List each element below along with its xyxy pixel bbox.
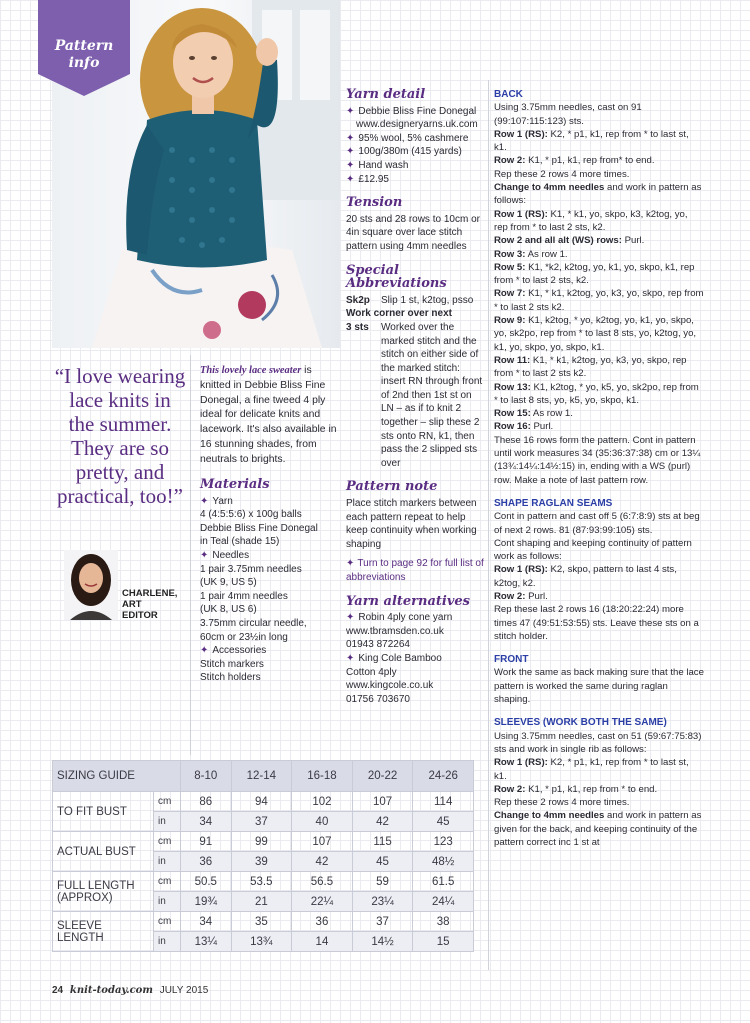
- materials-accessories-label: ✦ Accessories: [200, 644, 340, 658]
- size-header: 12-14: [231, 761, 292, 792]
- column-yarn-info: [346, 88, 484, 716]
- table-cell: 50.5: [181, 872, 232, 892]
- back-line: These 16 rows form the pattern. Cont in pattern until work measures 34 (35:36:37:38) cm or 13¼ (13¾:14¼:14½:15) in, ending with a WS (purl) row. Make a note of last pattern row.: [494, 434, 701, 486]
- row-key: Row 1 (RS):: [494, 564, 548, 576]
- table-cell: 36: [181, 852, 232, 872]
- row-text: K1, k2tog, * yo, k2tog, yo, k1, yo, skpo, yo, sk2po, rep from * to last 8 sts, yo, k2tog, yo, k1, yo, skpo, yo, skpo, k1.: [494, 315, 697, 353]
- raglan-line: Cont shaping and keeping continuity of pattern work as follows:: [494, 537, 692, 563]
- unit-cm: cm: [154, 912, 181, 932]
- row-text: K1, * p1, k1, rep from * to end.: [525, 783, 658, 795]
- table-cell: 23¼: [352, 892, 413, 912]
- intro-text: is knitted in Debbie Bliss Fine Donegal, a fine tweed 4 ply ideal for delicate knits and lacework. It's also available in 16 stunning shades, from neutrals to brights.: [200, 365, 337, 465]
- alt-yarn-phone: 01943 872264: [346, 639, 410, 651]
- size-header: 8-10: [181, 761, 232, 792]
- yarn-detail-item: ✦ Debbie Bliss Fine Donegal: [346, 105, 484, 119]
- yarn-detail-section: [346, 88, 484, 186]
- table-cell: 91: [181, 832, 232, 852]
- row-text: K1, * p1, k1, rep from* to end.: [525, 155, 655, 167]
- yarn-alternatives-section: [346, 595, 484, 707]
- materials-needles-2: 1 pair 4mm needles: [200, 590, 288, 602]
- row-label: SLEEVE LENGTH: [53, 912, 154, 952]
- table-cell: 13¼: [181, 932, 232, 952]
- sizing-title: SIZING GUIDE: [53, 761, 181, 792]
- row-key: Row 5:: [494, 261, 526, 273]
- alt-yarn-url: www.tbramsden.co.uk: [346, 625, 444, 637]
- badge-line-1: Pattern: [54, 38, 114, 54]
- table-cell: 115: [352, 832, 413, 852]
- table-cell: 14: [292, 932, 353, 952]
- back-line: Using 3.75mm needles, cast on 91 (99:107:115:123) sts.: [494, 102, 642, 127]
- materials-yarn-name: Debbie Bliss Fine Donegal: [200, 522, 318, 534]
- row-key: Row 3:: [494, 248, 526, 260]
- materials-needles-3b: 60cm or 23½in long: [200, 631, 288, 643]
- sizing-guide-table: [52, 760, 474, 952]
- alt-yarn-name: ✦ Robin 4ply cone yarn: [346, 611, 484, 625]
- table-cell: 39: [231, 852, 292, 872]
- alt-yarn-name: ✦ King Cole Bamboo: [346, 652, 484, 666]
- raglan-line: Cont in pattern and cast off 5 (6:7:8:9) sts at beg of next 2 rows. 81 (87:93:99:105) sts.: [494, 511, 700, 536]
- column-instructions: [494, 88, 704, 849]
- unit-cm: cm: [154, 832, 181, 852]
- row-key: Row 7:: [494, 288, 526, 300]
- abbr-value: Worked over the marked stitch and the stitch on either side of the marked stitch: insert RN through front of 2nd then 1st st on LN – as if to knit 2 together – slip these 2 sts onto RN, k1, then pass the 2 slipped sts over: [381, 321, 483, 469]
- row-key: Row 15:: [494, 408, 531, 420]
- materials-needles-label: ✦ Needles: [200, 549, 340, 563]
- row-text: K2, * p1, k1, rep from * to last st, k1.: [494, 128, 689, 154]
- author-avatar: [64, 550, 118, 620]
- materials-accessory-1: Stitch markers: [200, 658, 264, 670]
- table-cell: 36: [292, 912, 353, 932]
- table-cell: 34: [181, 912, 232, 932]
- row-text: K1, k2tog, * yo, k5, yo, sk2po, rep from * to last 8 sts, yo, k5, yo, skpo, k1.: [494, 381, 699, 406]
- row-text: K2, * p1, k1, rep from * to last st, k1.: [494, 757, 689, 782]
- row-key: Change to 4mm needles: [494, 810, 605, 822]
- size-header: 20-22: [352, 761, 413, 792]
- table-cell: 13¾: [231, 932, 292, 952]
- table-cell: 86: [181, 792, 232, 812]
- materials-needles-1: 1 pair 3.75mm needles: [200, 563, 302, 575]
- table-cell: 38: [413, 912, 474, 932]
- row-key: Row 1 (RS):: [494, 208, 548, 220]
- quote-author: [122, 588, 177, 621]
- table-cell: 99: [231, 832, 292, 852]
- abbr-value: Slip 1 st, k2tog, psso: [381, 294, 474, 306]
- front-heading: FRONT: [494, 654, 529, 666]
- abbr-title: Work corner over next: [346, 308, 452, 320]
- materials-yarn-color: in Teal (shade 15): [200, 536, 280, 548]
- materials-needles-2b: (UK 8, US 6): [200, 604, 257, 616]
- row-text: As row 1.: [525, 248, 568, 260]
- table-cell: 45: [352, 852, 413, 872]
- row-text: As row 1.: [530, 408, 573, 420]
- table-row: [53, 872, 474, 892]
- materials-needles-3: 3.75mm circular needle,: [200, 617, 307, 629]
- back-line: Rep these 2 rows 4 more times.: [494, 168, 630, 180]
- pattern-note-heading: Pattern note: [346, 479, 438, 495]
- yarn-detail-item: ✦ Hand wash: [346, 159, 484, 173]
- table-cell: 35: [231, 912, 292, 932]
- column-divider: [190, 355, 191, 755]
- table-cell: 34: [181, 812, 232, 832]
- materials-heading: Materials: [200, 477, 270, 492]
- row-key: Row 9:: [494, 315, 526, 327]
- unit-cm: cm: [154, 872, 181, 892]
- table-cell: 19¾: [181, 892, 232, 912]
- pattern-note-section: [346, 480, 484, 584]
- table-cell: 56.5: [292, 872, 353, 892]
- special-abbreviations-heading: Special Abbreviations: [346, 262, 447, 292]
- alt-yarn-phone: 01756 703670: [346, 693, 410, 705]
- yarn-detail-item: ✦ £12.95: [346, 173, 484, 187]
- size-header: 24-26: [413, 761, 474, 792]
- abbreviations-link-text: Turn to page 92 for full list of abbreviations: [346, 558, 484, 583]
- alt-yarn-url: www.kingcole.co.uk: [346, 680, 434, 692]
- sleeves-heading: SLEEVES (WORK BOTH THE SAME): [494, 717, 667, 729]
- row-key: Row 1 (RS):: [494, 128, 548, 140]
- footer-brand[interactable]: knit-today.com: [69, 985, 153, 996]
- row-text: Purl.: [621, 235, 645, 247]
- table-cell: 94: [231, 792, 292, 812]
- abbr-key: Sk2p: [346, 294, 370, 306]
- row-key: Row 13:: [494, 381, 531, 393]
- intro-paragraph: [200, 364, 340, 468]
- unit-in: in: [154, 812, 181, 832]
- table-cell: 123: [413, 832, 474, 852]
- row-key: Row 11:: [494, 354, 531, 366]
- page-number: 24: [52, 985, 64, 996]
- pattern-note-text: Place stitch markers between each pattern repeat to help keep continuity when working shaping: [346, 498, 477, 550]
- unit-in: in: [154, 932, 181, 952]
- alt-yarn-name-2: Cotton 4ply: [346, 666, 397, 678]
- yarn-detail-url: www.designeryarns.uk.com: [356, 119, 478, 131]
- row-text: K1, *k2, k2tog, yo, k1, yo, skpo, k1, rep from * to last 2 sts, k2.: [494, 261, 695, 287]
- row-text: and work in pattern as follows:: [494, 182, 702, 207]
- yarn-detail-item: ✦ 100g/380m (415 yards): [346, 145, 484, 159]
- unit-in: in: [154, 892, 181, 912]
- table-cell: 40: [292, 812, 353, 832]
- pattern-info-badge: [38, 0, 130, 96]
- yarn-detail-item: ✦ 95% wool, 5% cashmere: [346, 132, 484, 146]
- table-cell: 102: [292, 792, 353, 812]
- row-key: Row 2:: [494, 590, 526, 602]
- author-name: CHARLENE,: [122, 588, 178, 599]
- table-cell: 21: [231, 892, 292, 912]
- tension-heading: Tension: [346, 195, 403, 211]
- table-cell: 107: [352, 792, 413, 812]
- materials-needles-1b: (UK 9, US 5): [200, 577, 257, 589]
- table-cell: 14½: [352, 932, 413, 952]
- row-key: Row 2 and all alt (WS) rows:: [494, 235, 622, 247]
- back-heading: BACK: [494, 89, 523, 100]
- size-header: 16-18: [292, 761, 353, 792]
- front-text: Work the same as back making sure that the lace pattern is worked the same during raglan shaping.: [494, 667, 704, 706]
- plus-icon: ✦: [346, 558, 355, 570]
- footer-issue: JULY 2015: [159, 985, 209, 996]
- materials-section: [200, 478, 340, 685]
- materials-yarn-qty: 4 (4:5:5:6) x 100g balls: [200, 509, 302, 521]
- page-footer: [52, 985, 208, 996]
- yarn-detail-heading: Yarn detail: [346, 87, 426, 102]
- row-key: Row 2:: [494, 783, 526, 795]
- row-key: Change to 4mm needles: [494, 182, 605, 194]
- sleeves-line: Rep these 2 rows 4 more times.: [494, 797, 630, 809]
- badge-line-2: info: [68, 55, 100, 71]
- row-key: Row 2:: [494, 155, 526, 167]
- materials-yarn-label: ✦ Yarn: [200, 495, 340, 509]
- table-cell: 42: [292, 852, 353, 872]
- unit-cm: cm: [154, 792, 181, 812]
- column-divider: [488, 80, 489, 970]
- table-cell: 42: [352, 812, 413, 832]
- materials-accessory-2: Stitch holders: [200, 672, 261, 684]
- intro-lead: This lovely lace sweater: [200, 365, 302, 376]
- row-text: K1, * k1, k2tog, yo, k3, yo, skpo, rep from * to last 2 sts k2.: [494, 288, 704, 313]
- abbreviations-link[interactable]: [346, 557, 484, 584]
- raglan-heading: SHAPE RAGLAN SEAMS: [494, 497, 613, 509]
- table-header-row: [53, 761, 474, 792]
- table-row: [53, 912, 474, 932]
- table-cell: 114: [413, 792, 474, 812]
- table-cell: 107: [292, 832, 353, 852]
- row-text: Purl.: [530, 421, 554, 433]
- row-text: K1, * k1, k2tog, yo, k3, yo, skpo, rep from * to last 2 sts k2.: [494, 354, 687, 380]
- special-abbreviations-section: [346, 264, 484, 471]
- sleeves-line: Using 3.75mm needles, cast on 51 (59:67:75:83) sts and work in single rib as follows:: [494, 730, 702, 755]
- row-label: TO FIT BUST: [53, 792, 154, 832]
- abbr-key: 3 sts: [346, 321, 369, 333]
- table-cell: 24¼: [413, 892, 474, 912]
- table-cell: 45: [413, 812, 474, 832]
- row-label: FULL LENGTH (APPROX): [53, 872, 154, 912]
- author-title-1: ART: [122, 599, 142, 610]
- yarn-alternatives-heading: Yarn alternatives: [346, 593, 470, 609]
- row-label: ACTUAL BUST: [53, 832, 154, 872]
- table-cell: 15: [413, 932, 474, 952]
- table-cell: 22¼: [292, 892, 353, 912]
- table-cell: 37: [352, 912, 413, 932]
- tension-text: 20 sts and 28 rows to 10cm or 4in square over lace stitch pattern using 4mm needles: [346, 213, 480, 252]
- row-text: K1, * k1, yo, skpo, k3, k2tog, yo, rep from * to last 2 sts, k2.: [494, 208, 688, 233]
- tension-section: [346, 196, 484, 253]
- unit-in: in: [154, 852, 181, 872]
- table-cell: 61.5: [413, 872, 474, 892]
- row-text: and work in pattern as given for the back, and keeping continuity of the pattern correct inc 1 st at: [494, 810, 702, 849]
- row-text: Purl.: [525, 590, 548, 602]
- row-text: K2, skpo, pattern to last 4 sts, k2tog, k2.: [494, 564, 677, 589]
- raglan-line: Rep these last 2 rows 16 (18:20:22:24) more times 47 (49:51:53:55) sts. Leave these sts on a stitch holder.: [494, 604, 699, 642]
- table-cell: 48½: [413, 852, 474, 872]
- pull-quote: “I love wearing lace knits in the summer. They are so pretty, and practical, too!”: [54, 364, 186, 508]
- author-title-2: EDITOR: [122, 610, 158, 621]
- row-key: Row 16:: [494, 421, 531, 433]
- table-row: [53, 792, 474, 812]
- table-cell: 37: [231, 812, 292, 832]
- table-cell: 59: [352, 872, 413, 892]
- table-row: [53, 832, 474, 852]
- table-cell: 53.5: [231, 872, 292, 892]
- row-key: Row 1 (RS):: [494, 757, 548, 769]
